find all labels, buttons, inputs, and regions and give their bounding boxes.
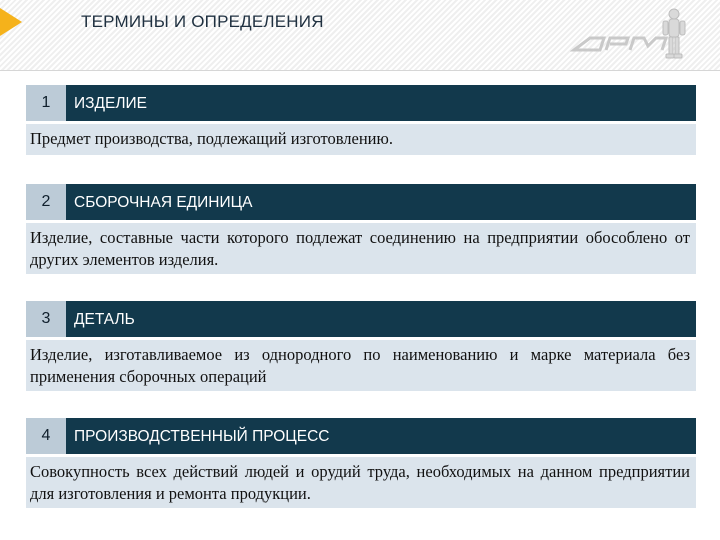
slide-header <box>0 0 720 71</box>
page-title: ТЕРМИНЫ И ОПРЕДЕЛЕНИЯ <box>81 12 324 31</box>
term-bar-2 <box>26 184 696 220</box>
definition-box-2 <box>26 223 696 274</box>
term-number: 3 <box>26 301 66 337</box>
apm-logo <box>570 4 690 66</box>
term-label: СБОРОЧНАЯ ЕДИНИЦА <box>74 194 253 211</box>
arrow-icon <box>0 8 22 36</box>
term-number: 1 <box>26 85 66 121</box>
definition-box-3 <box>26 340 696 391</box>
definition-text: Совокупность всех действий людей и орудий труда, необходимых на данном предприятии для изготовления и ремонта продукции. <box>30 462 690 503</box>
definition-box-1 <box>26 124 696 155</box>
term-number: 4 <box>26 418 66 454</box>
term-bar-4 <box>26 418 696 454</box>
term-bar-1 <box>26 85 696 121</box>
term-label: ИЗДЕЛИЕ <box>74 95 147 112</box>
term-number: 2 <box>26 184 66 220</box>
term-label: ПРОИЗВОДСТВЕННЫЙ ПРОЦЕСС <box>74 428 330 445</box>
term-label: ДЕТАЛЬ <box>74 311 135 328</box>
definition-text: Изделие, составные части которого подлежат соединению на предприятии обособлено от других элементов изделия. <box>30 228 690 269</box>
definition-text: Изделие, изготавливаемое из однородного по наименованию и марке материала без применения сборочных операций <box>30 345 690 386</box>
term-bar-3 <box>26 301 696 337</box>
definition-text: Предмет производства, подлежащий изготовлению. <box>30 129 393 148</box>
definition-box-4 <box>26 457 696 508</box>
